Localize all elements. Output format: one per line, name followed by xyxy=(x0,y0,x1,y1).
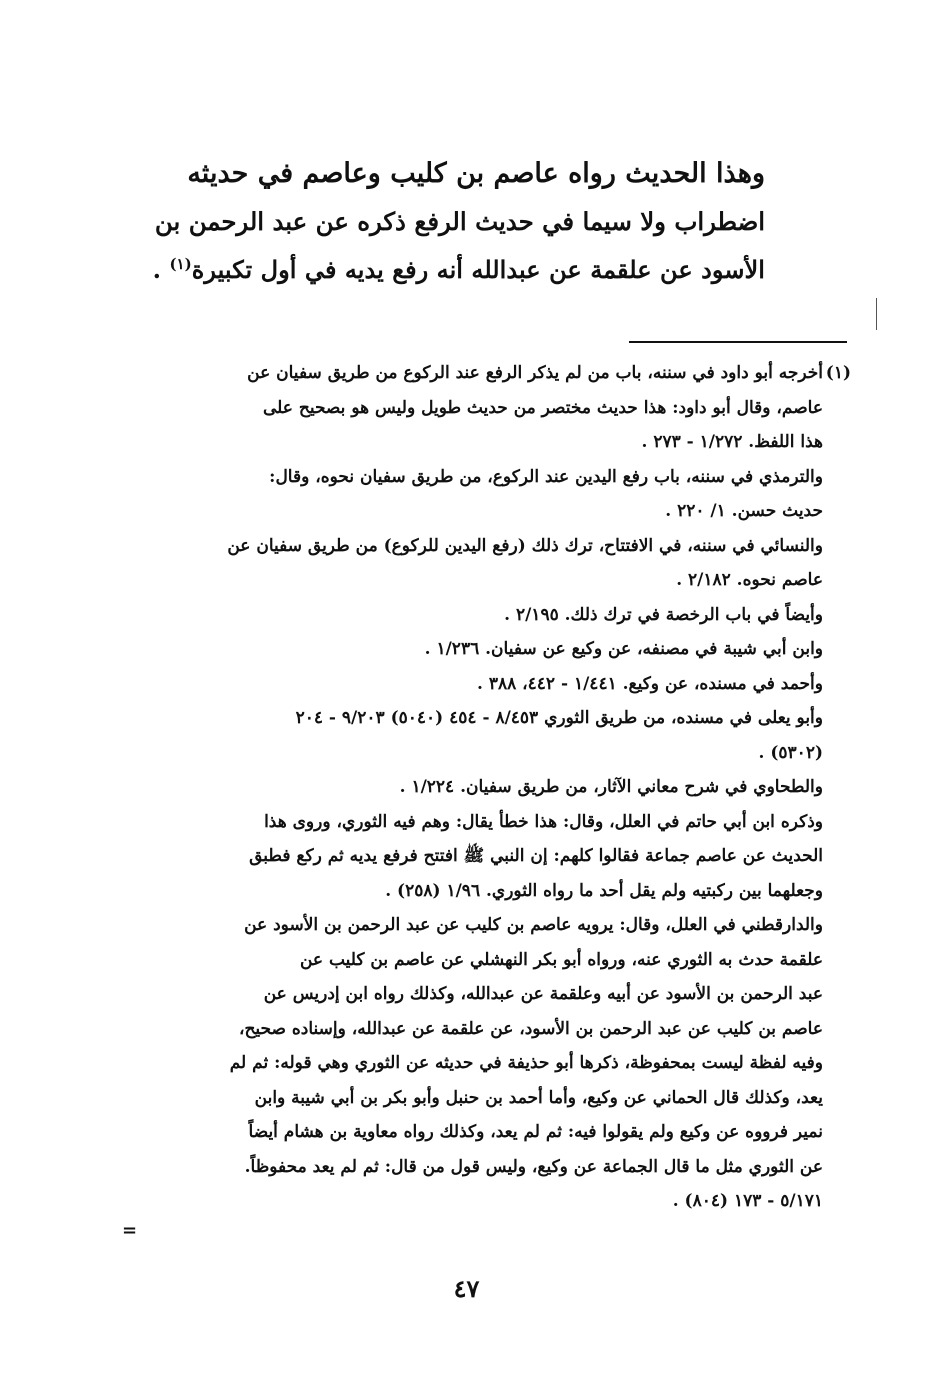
footnote-reference: (١) xyxy=(169,254,192,273)
footnote-line: هذا اللفظ. ١/٢٧٢ - ٢٧٣ . xyxy=(641,432,823,452)
footnote-line: والدارقطني في العلل، وقال: يرويه عاصم بن كليب عن عبد الرحمن بن الأسود عن xyxy=(244,915,823,935)
margin-mark xyxy=(876,298,877,330)
footnote-line: وأيضاً في باب الرخصة في ترك ذلك. ٢/١٩٥ . xyxy=(504,604,823,625)
footnote-line: وفيه لفظة ليست بمحفوظة، ذكرها أبو حذيفة في حديثه عن الثوري وهي قوله: ثم لم xyxy=(229,1053,823,1073)
footnote-line: الحديث عن عاصم جماعة فقالوا كلهم: إن النبي ﷺ افتتح فرفع يديه ثم ركع فطبق xyxy=(249,846,823,866)
footnote-line: عن الثوري مثل ما قال الجماعة عن وكيع، وليس قول من قال: ثم لم يعد محفوظاً. xyxy=(244,1156,823,1177)
footnote-line: علقمة حدث به الثوري عنه، ورواه أبو بكر النهشلي عن عاصم بن كليب عن xyxy=(299,949,823,970)
main-paragraph xyxy=(152,150,765,294)
footnote-divider xyxy=(629,341,847,343)
footnote-line: حديث حسن. ١/ ٢٢٠ . xyxy=(665,501,823,521)
footnote-line: وابن أبي شيبة في مصنفه، عن وكيع عن سفيان. ١/٢٣٦ . xyxy=(424,639,823,659)
footnote-line: يعد، وكذلك قال الحماني عن وكيع، وأما أحمد بن حنبل وأبو بكر بن أبي شيبة وابن xyxy=(254,1087,823,1108)
footnote-line: عاصم نحوه. ٢/١٨٢ . xyxy=(676,570,823,590)
footnote-line: وأحمد في مسنده، عن وكيع. ١/٤٤١ - ٤٤٢، ٣٨٨ . xyxy=(477,673,823,694)
footnote-number: (١) xyxy=(825,363,851,383)
main-line-3 xyxy=(152,246,765,294)
footnote-line: وجعلهما بين ركبتيه ولم يقل أحد ما رواه الثوري. ١/٩٦ (٢٥٨) . xyxy=(385,880,823,901)
footnotes-section xyxy=(143,356,851,1219)
footnote-line: ٥/١٧١ - ١٧٣ (٨٠٤) . xyxy=(672,1191,823,1211)
footnote-line: وأبو يعلى في مسنده، من طريق الثوري ٨/٤٥٣ - ٤٥٤ (٥٠٤٠) ٩/٢٠٣ - ٢٠٤ xyxy=(295,708,823,728)
footnote-line: والطحاوي في شرح معاني الآثار، من طريق سفيان. ١/٢٢٤ . xyxy=(399,777,823,797)
footnote-line: عاصم بن كليب عن عبد الرحمن بن الأسود، عن علقمة عن عبدالله، وإسناده صحيح، xyxy=(238,1018,823,1039)
main-line-3-end: . xyxy=(152,255,170,284)
page-number: ٤٧ xyxy=(453,1274,480,1303)
footnote-line: عاصم، وقال أبو داود: هذا حديث مختصر من حديث طويل وليس هو بصحيح على xyxy=(262,397,823,418)
footnote-line xyxy=(143,356,851,391)
main-line-1: وهذا الحديث رواه عاصم بن كليب وعاصم في حديثه xyxy=(187,158,765,189)
continuation-mark: = xyxy=(122,1220,138,1241)
footnote-line-text: أخرجه أبو داود في سننه، باب من لم يذكر الرفع عند الركوع من طريق سفيان عن xyxy=(247,363,823,383)
main-line-3-text: الأسود عن علقمة عن عبدالله أنه رفع يديه في أول تكبيرة xyxy=(191,255,765,284)
footnote-line: والنسائي في سننه، في الافتتاح، ترك ذلك (رفع اليدين للركوع) من طريق سفيان عن xyxy=(227,535,823,556)
footnote-line: نمير فرووه عن وكيع ولم يقولوا فيه: ثم لم يعد، وكذلك رواه معاوية بن هشام أيضاً xyxy=(248,1122,823,1142)
footnote-line: (٥٣٠٢) . xyxy=(758,742,823,763)
footnote-line: عبد الرحمن بن الأسود عن أبيه وعلقمة عن عبدالله، وكذلك رواه ابن إدريس عن xyxy=(263,984,823,1004)
main-line-2: اضطراب ولا سيما في حديث الرفع ذكره عن عبد الرحمن بن xyxy=(154,207,765,236)
footnote-line: والترمذي في سننه، باب رفع اليدين عند الركوع، من طريق سفيان نحوه، وقال: xyxy=(269,466,823,487)
footnote-line: وذكره ابن أبي حاتم في العلل، وقال: هذا خطأ يقال: وهم فيه الثوري، وروى هذا xyxy=(264,811,823,832)
